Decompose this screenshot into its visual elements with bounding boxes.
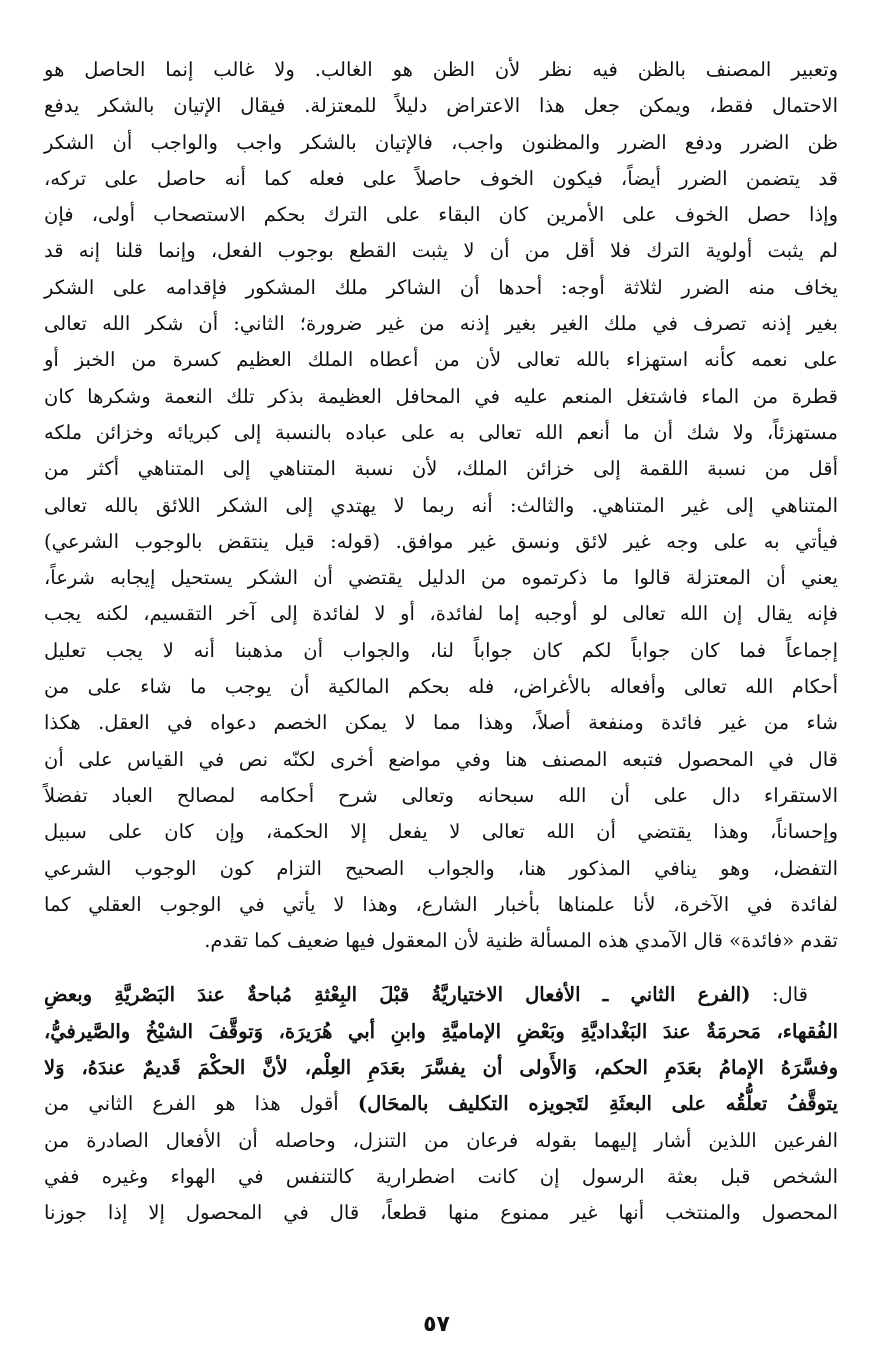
text-line: قال في المحصول فتبعه المصنف هنا وفي مواضع أخرى لكنّه نص في القياس على أن — [44, 747, 838, 771]
commentary-text: أقول هذا هو الفرع الثاني من — [44, 1092, 358, 1116]
text-line: قطرة من الماء فاشتغل المنعم عليه في المحافل العظيمة بذكر تلك النعمة وشكرها كان — [44, 384, 838, 408]
text-line: يعني أن المعتزلة قالوا ما ذكرتموه من الدليل يقتضي أن الشكر يستحيل إيجابه شرعاً، — [44, 566, 838, 590]
text-line: لفائدة في الآخرة، لأنا علمناها بأخبار الشارع، وهذا لا يأتي في الوجوب العقلي كما — [44, 892, 838, 916]
quoted-matn: الفُقهاء، مَحرمَةٌ عندَ البَغْداديَّةِ وبَعْضِ الإماميَّةِ وابنِ أبي هُرَيرَة، وَتوقَّفَ الشيْخُ والصَّيرفيُّ، — [44, 1019, 838, 1043]
quoted-text-paragraph — [44, 977, 838, 1231]
quoted-matn: (الفرع الثاني ـ الأفعال الاختياريَّةُ قبْلَ البِعْثةِ مُباحةٌ عندَ البَصْريَّةِ وبعضِ — [44, 983, 751, 1007]
text-line: التفضل، وهو ينافي المذكور هنا، والجواب الصحيح التزام كون الوجوب الشرعي — [44, 856, 838, 880]
text-line: لم يثبت أولوية الترك فلا أقل من أن لا يثبت القطع بوجوب الفعل، وإنما قلنا إنه قد — [44, 239, 838, 263]
text-line: الاحتمال فقط، ويمكن جعل هذا الاعتراض دليلاً للمعتزلة. فيقال الإتيان بالشكر يدفع — [44, 94, 838, 118]
text-line: قد يتضمن الضرر أيضاً، فيكون الخوف حاصلاً على فعله كما أنه حاصل على تركه، — [44, 166, 838, 190]
quote-line — [44, 1014, 838, 1050]
text-line: تقدم «فائدة» قال الآمدي هذه المسألة ظنية لأن المعقول فيها ضعيف كما تقدم. — [204, 929, 838, 953]
quote-line — [44, 1050, 838, 1086]
text-line: فإنه يقال إن الله تعالى لو أوجبه إما لفائدة، أو لا لفائدة إلى آخر التقسيم، لكنه يجب — [44, 602, 838, 626]
commentary-paragraph — [44, 52, 838, 959]
commentary-text: الشخص قبل بعثة الرسول إن كانت اضطرارية كالتنفس في الهواء وغيره ففي — [44, 1164, 838, 1188]
text-line: الاستقراء دال على أن الله سبحانه وتعالى شرح أحكامه لمصالح العباد تفضلاً — [44, 783, 838, 807]
quote-line — [44, 1159, 838, 1195]
quote-intro: قال: — [750, 983, 808, 1007]
text-line: فيأتي به على وجه غير لائق ونسق غير موافق. (قوله: قيل ينتقض بالوجوب الشرعي) — [44, 529, 838, 553]
text-line: إجماعاً فما كان جواباً لكم كان جواباً لنا، والجواب أن مذهبنا أنه لا يجب تعليل — [44, 638, 838, 662]
text-line: يخاف منه الضرر لثلاثة أوجه: أحدها أن الشاكر ملك المشكور فإقدامه على الشكر — [44, 275, 838, 299]
text-line: أقل من نسبة اللقمة إلى خزائن الملك، لأن نسبة المتناهي إلى المتناهي أكثر من — [44, 457, 838, 481]
text-line: ظن الضرر ودفع الضرر والمظنون واجب، فالإتيان بالشكر واجب والواجب أن الشكر — [44, 130, 838, 154]
text-line: مستهزئاً، ولا شك أن ما أنعم الله تعالى به على عباده بالنسبة إلى كبريائه وخزائن ملكه — [44, 420, 838, 444]
quoted-matn: يتوقَّفُ تعلُّقُه على البعثَةِ لتَجويزه التكليف بالمحَال) — [357, 1092, 838, 1116]
quote-line — [44, 977, 838, 1013]
text-line: وإذا حصل الخوف على الأمرين كان البقاء على الترك بحكم الاستصحاب أولى، فإن — [44, 203, 838, 227]
text-line: وتعبير المصنف بالظن فيه نظر لأن الظن هو الغالب. ولا غالب إنما الحاصل هو — [44, 58, 838, 81]
text-line: شاء من غير فائدة ومنفعة أصلاً، وهذا مما لا يمكن الخصم دعواه في العقل. هكذا — [44, 711, 838, 735]
text-line: وإحساناً، وهذا يقتضي أن الله تعالى لا يفعل إلا الحكمة، وإن كان على سبيل — [44, 820, 838, 844]
quote-line — [44, 1123, 838, 1159]
quote-line — [44, 1086, 838, 1122]
text-line: بغير إذنه تصرف في ملك الغير بغير إذنه من غير ضرورة؛ الثاني: أن شكر الله تعالى — [44, 312, 838, 336]
document-page — [44, 52, 838, 1232]
quote-line — [44, 1195, 838, 1231]
page-number: ٥٧ — [423, 1312, 450, 1337]
text-line: على نعمه كأنه استهزاء بالله تعالى لأن من أعطاه الملك العظيم كسرة من الخبز أو — [44, 348, 838, 372]
commentary-text: الفرعين اللذين أشار إليهما بقوله فرعان من التنزل، وحاصله أن الأفعال الصادرة من — [44, 1128, 838, 1152]
commentary-text: المحصول والمنتخب أنها غير ممنوع منها قطعاً، قال في المحصول إلا إذا جوزنا — [44, 1201, 838, 1225]
text-line: المتناهي إلى غير المتناهي. والثالث: أنه ربما لا يهتدي إلى الشكر اللائق بالله تعالى — [44, 493, 838, 517]
quoted-matn: وفسَّرَهُ الإمامُ بعَدَمِ الحكم، وَالأَولى أن يفسَّرَ بعَدَمِ العِلْم، لأنَّ الحكْمَ قَديمٌ عندَهُ، وَلا — [44, 1056, 838, 1080]
text-line: أحكام الله تعالى وأفعاله بالأغراض، فله بحكم المالكية أن يوجب ما شاء على من — [44, 675, 838, 699]
